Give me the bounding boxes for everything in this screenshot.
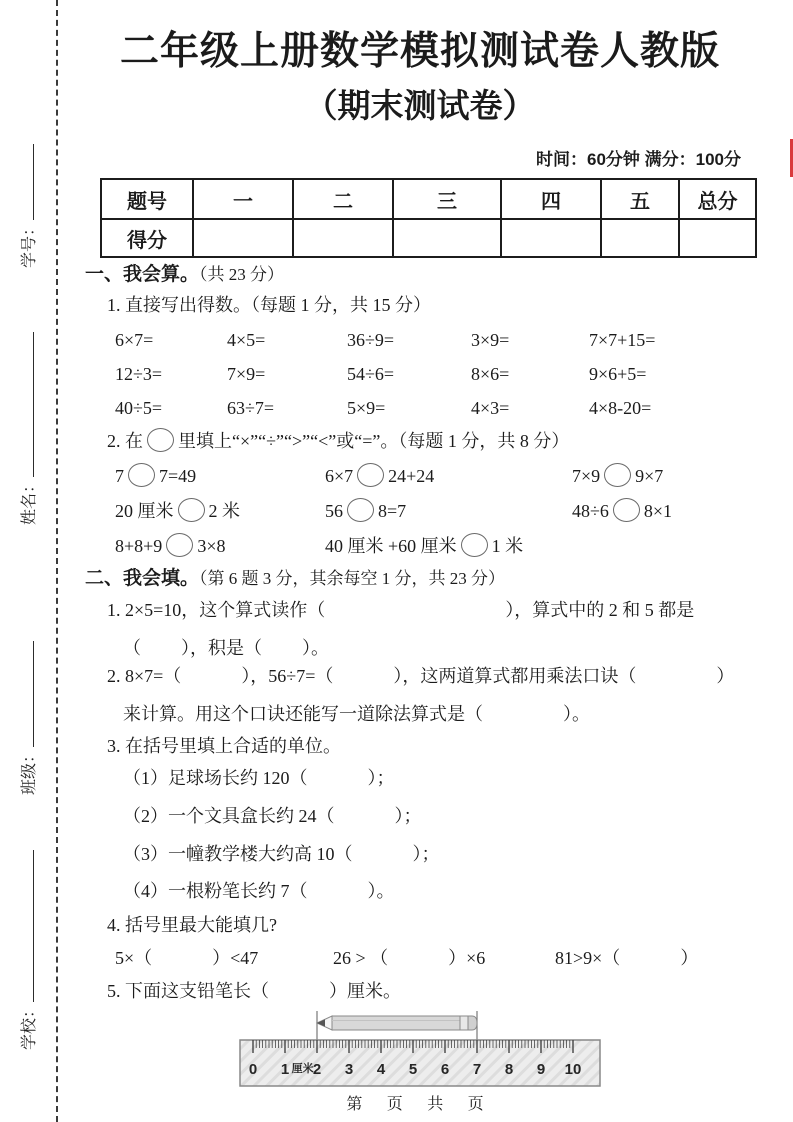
score-table-header-row xyxy=(101,179,756,219)
equation: 6×7= xyxy=(115,330,154,350)
s2-q4-label: 4. 括号里最大能填几? xyxy=(107,915,277,935)
answer-circle xyxy=(166,533,193,557)
s2-q3-item3: （3）一幢教学楼大约高 10（ ）； xyxy=(123,844,440,864)
s1-q1-row3 xyxy=(115,394,651,422)
s1-q2-row1 xyxy=(115,462,663,490)
section1-note: （共 23 分） xyxy=(199,265,285,284)
comparison: 8+8+9 3×8 xyxy=(115,532,325,560)
comparison: 7×9 9×7 xyxy=(572,462,663,490)
s2-q5-label: 5. 下面这支铅笔长（ ）厘米。 xyxy=(107,981,401,1001)
sidebar-student-id xyxy=(16,144,39,268)
page-title: 二年级上册数学模拟测试卷人教版 xyxy=(119,30,720,73)
sidebar-name xyxy=(16,332,39,525)
school-blank xyxy=(18,850,34,1002)
sidebar-school xyxy=(16,850,39,1050)
section2-note: （第 6 题 3 分，其余每空 1 分，共 23 分） xyxy=(199,569,506,588)
ruler-pencil-figure xyxy=(228,1008,628,1096)
answer-circle xyxy=(613,498,640,522)
score-cell xyxy=(193,219,293,257)
s1-q1-row2 xyxy=(115,360,646,388)
header-cell-5: 五 xyxy=(601,179,679,219)
equation: 12÷3= xyxy=(115,364,163,384)
score-cell xyxy=(293,219,393,257)
svg-text:8: 8 xyxy=(504,1061,514,1078)
equation: 54÷6= xyxy=(347,364,395,384)
comparison: 6×7 24+24 xyxy=(325,462,572,490)
header-cell-total: 总分 xyxy=(679,179,756,219)
s1-q2-label: 2. 在 里填上“×”“÷”“>”“<”或“=”。（每题 1 分，共 8 分） xyxy=(107,428,569,454)
s1-q1-row1 xyxy=(115,326,655,354)
svg-text:4: 4 xyxy=(376,1061,386,1078)
student-id-blank xyxy=(18,144,34,220)
score-cell xyxy=(501,219,601,257)
answer-circle xyxy=(347,498,374,522)
answer-circle xyxy=(357,463,384,487)
svg-text:5: 5 xyxy=(408,1061,418,1078)
svg-text:0: 0 xyxy=(248,1061,258,1078)
header-cell-2: 二 xyxy=(293,179,393,219)
equation: 40÷5= xyxy=(115,398,163,418)
comparison: 7 7=49 xyxy=(115,462,325,490)
s2-q3-item4: （4）一根粉笔长约 7（ ）。 xyxy=(123,881,395,901)
s2-q3-item1: （1）足球场长约 120（ ）； xyxy=(123,768,395,788)
comparison: 56 8=7 xyxy=(325,497,572,525)
class-blank xyxy=(18,641,34,747)
svg-text:厘米: 厘米 xyxy=(291,1063,314,1075)
s1-q2-row2 xyxy=(115,497,672,525)
s2-q3-label: 3. 在括号里填上合适的单位。 xyxy=(107,736,341,756)
answer-circle xyxy=(461,533,488,557)
header-cell-timu: 题号 xyxy=(101,179,193,219)
student-id-label: 学号： xyxy=(21,219,38,268)
s2-q3-item2: （2）一个文具盒长约 24（ ）； xyxy=(123,806,422,826)
equation: 4×3= xyxy=(471,398,510,418)
equation: 7×7+15= xyxy=(589,330,656,350)
score-cell xyxy=(679,219,756,257)
s2-q4-row xyxy=(115,944,698,972)
header-cell-3: 三 xyxy=(393,179,501,219)
s2-q2-line2: 来计算。用这个口诀还能写一道除法算式是（ ）。 xyxy=(123,704,590,724)
name-label: 姓名： xyxy=(21,476,38,525)
answer-circle xyxy=(178,498,205,522)
test-paper xyxy=(85,0,755,1122)
equation: 9×6+5= xyxy=(589,364,647,384)
header-cell-1: 一 xyxy=(193,179,293,219)
score-table-score-row xyxy=(101,219,756,257)
equation: 4×8-20= xyxy=(589,398,652,418)
svg-text:10: 10 xyxy=(564,1061,582,1078)
school-label: 学校： xyxy=(21,1001,38,1050)
answer-circle xyxy=(604,463,631,487)
svg-text:6: 6 xyxy=(440,1061,450,1078)
s2-q1-line2: （ ），积是（ ）。 xyxy=(123,638,329,658)
equation: 4×5= xyxy=(227,330,266,350)
section1-title: 一、我会算。 xyxy=(85,264,200,285)
header-cell-4: 四 xyxy=(501,179,601,219)
score-cell xyxy=(601,219,679,257)
equation: 3×9= xyxy=(471,330,510,350)
pencil-illustration xyxy=(317,1016,477,1030)
time-score-info: 时间：60分钟 满分：100分 xyxy=(536,150,741,169)
comparison: 48÷6 8×1 xyxy=(572,497,672,525)
comparison: 40 厘米 +60 厘米 1 米 xyxy=(325,532,523,560)
comparison: 20 厘米 2 米 xyxy=(115,497,325,525)
seal-dashed-line xyxy=(56,0,58,1122)
max-fill-item: 5×（ ）<47 xyxy=(115,948,259,968)
s2-q2-line1: 2. 8×7=（ ），56÷7=（ ），这两道算式都用乘法口诀（ ） xyxy=(107,666,735,686)
s1-q1-label: 1. 直接写出得数。（每题 1 分，共 15 分） xyxy=(107,295,431,315)
sidebar-class xyxy=(16,641,39,795)
s2-q1-line1: 1. 2×5=10，这个算式读作（ ），算式中的 2 和 5 都是 xyxy=(107,600,695,620)
page-subtitle: （期末测试卷） xyxy=(304,87,536,124)
equation: 8×6= xyxy=(471,364,510,384)
section1-heading xyxy=(85,259,284,286)
class-label: 班级： xyxy=(21,746,38,795)
equation: 63÷7= xyxy=(227,398,275,418)
svg-text:3: 3 xyxy=(344,1061,354,1078)
section2-title: 二、我会填。 xyxy=(85,568,200,589)
svg-text:1: 1 xyxy=(280,1061,290,1078)
svg-text:7: 7 xyxy=(472,1061,482,1078)
equation: 7×9= xyxy=(227,364,266,384)
answer-circle xyxy=(128,463,155,487)
svg-text:9: 9 xyxy=(536,1061,546,1078)
name-blank xyxy=(18,332,34,477)
equation: 36÷9= xyxy=(347,330,395,350)
answer-circle xyxy=(147,428,174,452)
equation: 5×9= xyxy=(347,398,386,418)
score-table xyxy=(100,178,757,258)
max-fill-item: 26 > （ ）×6 xyxy=(333,948,486,968)
max-fill-item: 81>9×（ ） xyxy=(555,948,699,968)
s1-q2-row3 xyxy=(115,532,523,560)
section2-heading xyxy=(85,563,505,590)
score-row-label: 得分 xyxy=(101,219,193,257)
page-footer: 第 页 共 页 xyxy=(346,1096,494,1113)
svg-text:2: 2 xyxy=(312,1061,322,1078)
score-cell xyxy=(393,219,501,257)
